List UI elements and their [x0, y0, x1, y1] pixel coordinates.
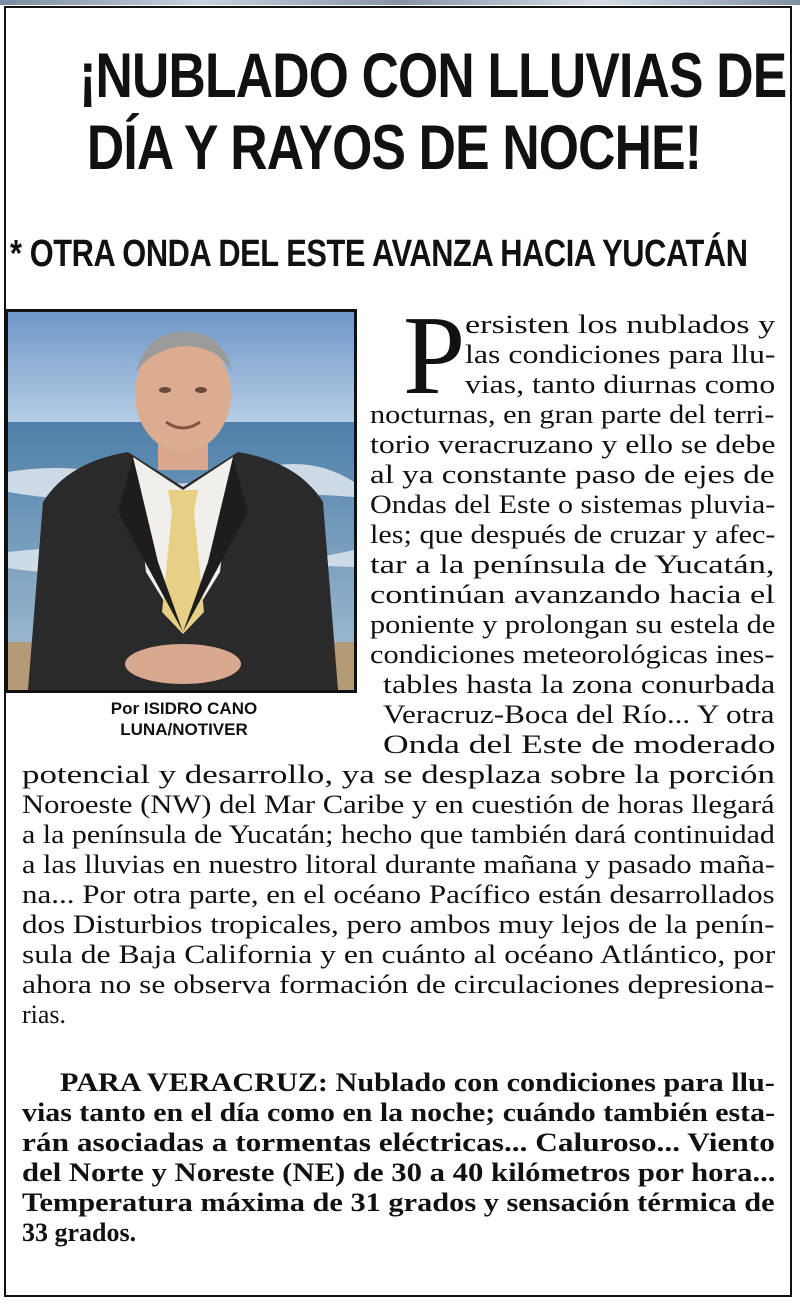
article-line: Ondas del Este o sistemas pluvia- [370, 490, 776, 519]
article-line: potencial y desarrollo, ya se desplaza sobre la porción [22, 760, 775, 789]
article-line: a las lluvias en nuestro litoral durante mañana y pasado maña- [22, 850, 775, 879]
veracruz-line: vias tanto en el día como en la noche; cuándo también esta- [22, 1098, 776, 1127]
top-color-strip [0, 0, 800, 5]
veracruz-line: rán asociadas a tormentas eléctricas... Caluroso... Viento [22, 1128, 775, 1157]
article-line: les; que después de cruzar y afec- [370, 520, 776, 549]
veracruz-line: PARA VERACRUZ: Nublado con condiciones para llu- [60, 1068, 775, 1097]
article-line: a la península de Yucatán; hecho que también dará continuidad [22, 820, 775, 849]
article-line: al ya constante paso de ejes de [370, 460, 775, 489]
photo-credit [0, 698, 368, 740]
headline-line-2: DÍA Y RAYOS DE NOCHE! [86, 113, 702, 183]
article-line: poniente y prolongan su estela de [370, 610, 776, 639]
article-line: Noroeste (NW) del Mar Caribe y en cuestión de horas llegará [22, 790, 775, 819]
article-line: continúan avanzando hacia el [370, 580, 775, 609]
article-line: tar a la península de Yucatán, [370, 550, 775, 579]
article-line: Onda del Este de moderado [383, 730, 776, 759]
article-line: torio veracruzano y ello se debe [370, 430, 776, 459]
article-line: tables hasta la zona conurbada [383, 670, 776, 699]
article-line: nocturnas, en gran parte del terri- [370, 400, 775, 429]
subheadline: * OTRA ONDA DEL ESTE AVANZA HACIA YUCATÁN [10, 233, 748, 275]
article-line: rias. [22, 1000, 67, 1029]
headline [79, 40, 787, 184]
article-line: condiciones meteorológicas ines- [370, 640, 775, 669]
veracruz-line: del Norte y Noreste (NE) de 30 a 40 kilómetros por hora... [22, 1158, 776, 1187]
article-line: ahora no se observa formación de circulaciones depresiona- [22, 970, 775, 999]
article-line: vias, tanto diurnas como [465, 370, 776, 399]
article-line: Veracruz-Boca del Río... Y otra [383, 700, 775, 729]
portrait-illustration [8, 312, 354, 690]
article-line: ersisten los nublados y [465, 310, 776, 339]
drop-cap: P [403, 294, 466, 418]
article-line: las condiciones para llu- [465, 340, 776, 369]
article-line: sula de Baja California y en cuánto al océano Atlántico, por [22, 940, 776, 969]
article-line: dos Disturbios tropicales, pero ambos muy lejos de la penín- [22, 910, 775, 939]
credit-line-2: LUNA/NOTIVER [120, 720, 248, 739]
headline-line-1: ¡NUBLADO CON LLUVIAS DE [79, 41, 787, 111]
author-photo [5, 309, 357, 693]
article-line: na... Por otra parte, en el océano Pacífico están desarrollados [22, 880, 775, 909]
veracruz-line: Temperatura máxima de 31 grados y sensación térmica de [22, 1188, 775, 1217]
credit-line-1: Por ISIDRO CANO [110, 699, 258, 718]
veracruz-line: 33 grados. [22, 1218, 137, 1247]
